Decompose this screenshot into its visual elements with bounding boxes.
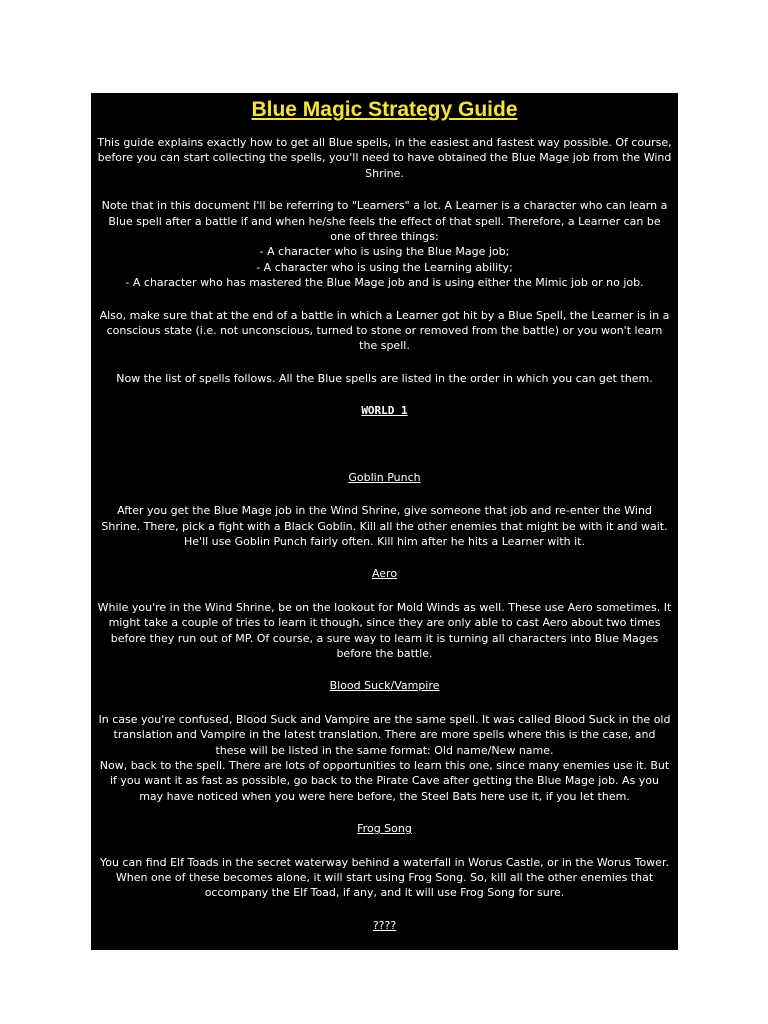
spell-description-blood-suck (97, 712, 672, 804)
spell-heading-unknown: ???? (372, 918, 397, 932)
document-title: Blue Magic Strategy Guide (251, 98, 518, 121)
learner-type-item: - A character who is using the Learning ability; (256, 260, 513, 274)
world-heading: WORLD 1 (361, 404, 408, 418)
spell-description-aero: While you're in the Wind Shrine, be on the lookout for Mold Winds as well. These use Aero sometimes. It might take a couple of tries to learn it though, since they are only able to cast Aero about two times before they run out of MP. Of course, a sure way to learn it is turning all characters into Blue Mages before the battle. (97, 600, 672, 660)
list-intro-paragraph: Now the list of spells follows. All the Blue spells are listed in the order in which you can get them. (116, 371, 653, 385)
learners-intro-text: Note that in this document I'll be referring to "Learners" a lot. A Learner is a character who can learn a Blue spell after a battle if and when he/she feels the effect of that spell. Therefore, a Learner can be one of three things: (101, 199, 668, 244)
spell-description-text: In case you're confused, Blood Suck and Vampire are the same spell. It was called Blood Suck in the old translation and Vampire in the latest translation. There are more spells where this is the case, and these will be listed in the same format: Old name/New name. (98, 712, 671, 757)
spell-heading-goblin-punch: Goblin Punch (348, 470, 421, 484)
learner-type-item: - A character who has mastered the Blue Mage job and is using either the Mimic job or no job. (125, 276, 644, 290)
document-page (91, 93, 678, 950)
spell-heading-blood-suck: Blood Suck/Vampire (329, 679, 440, 693)
spell-description-goblin-punch: After you get the Blue Mage job in the Wind Shrine, give someone that job and re-enter the Wind Shrine. There, pick a fight with a Black Goblin. Kill all the other enemies that might be with it and wait. He'll use Goblin Punch fairly often. Kill him after he hits a Learner with it. (101, 504, 668, 548)
learner-type-item: - A character who is using the Blue Mage job; (259, 245, 510, 259)
intro-paragraph: This guide explains exactly how to get all Blue spells, in the easiest and fastest way possible. Of course, before you can start collecting the spells, you'll need to have obtained the Blue Mage job from the Wind Shrine. (97, 136, 672, 180)
conscious-note-paragraph: Also, make sure that at the end of a battle in which a Learner got hit by a Blue Spell, the Learner is in a conscious state (i.e. not unconscious, turned to stone or removed from the battle) or you won't learn the spell. (99, 308, 670, 353)
spell-description-frog-song: You can find Elf Toads in the secret waterway behind a waterfall in Worus Castle, or in the Worus Tower. When one of these becomes alone, it will start using Frog Song. So, kill all the other enemies that occompany the Elf Toad, if any, and it will use Frog Song for sure. (100, 855, 669, 900)
spell-heading-aero: Aero (371, 567, 398, 581)
spell-description-text: Now, back to the spell. There are lots of opportunities to learn this one, since many enemies use it. But if you want it as fast as possible, go back to the Pirate Cave after getting the Blue Mage job. As you may have noticed when you were here before, the Steel Bats here use it, if you let them. (99, 758, 670, 803)
learners-paragraph (97, 198, 672, 290)
spell-heading-frog-song: Frog Song (357, 822, 412, 836)
